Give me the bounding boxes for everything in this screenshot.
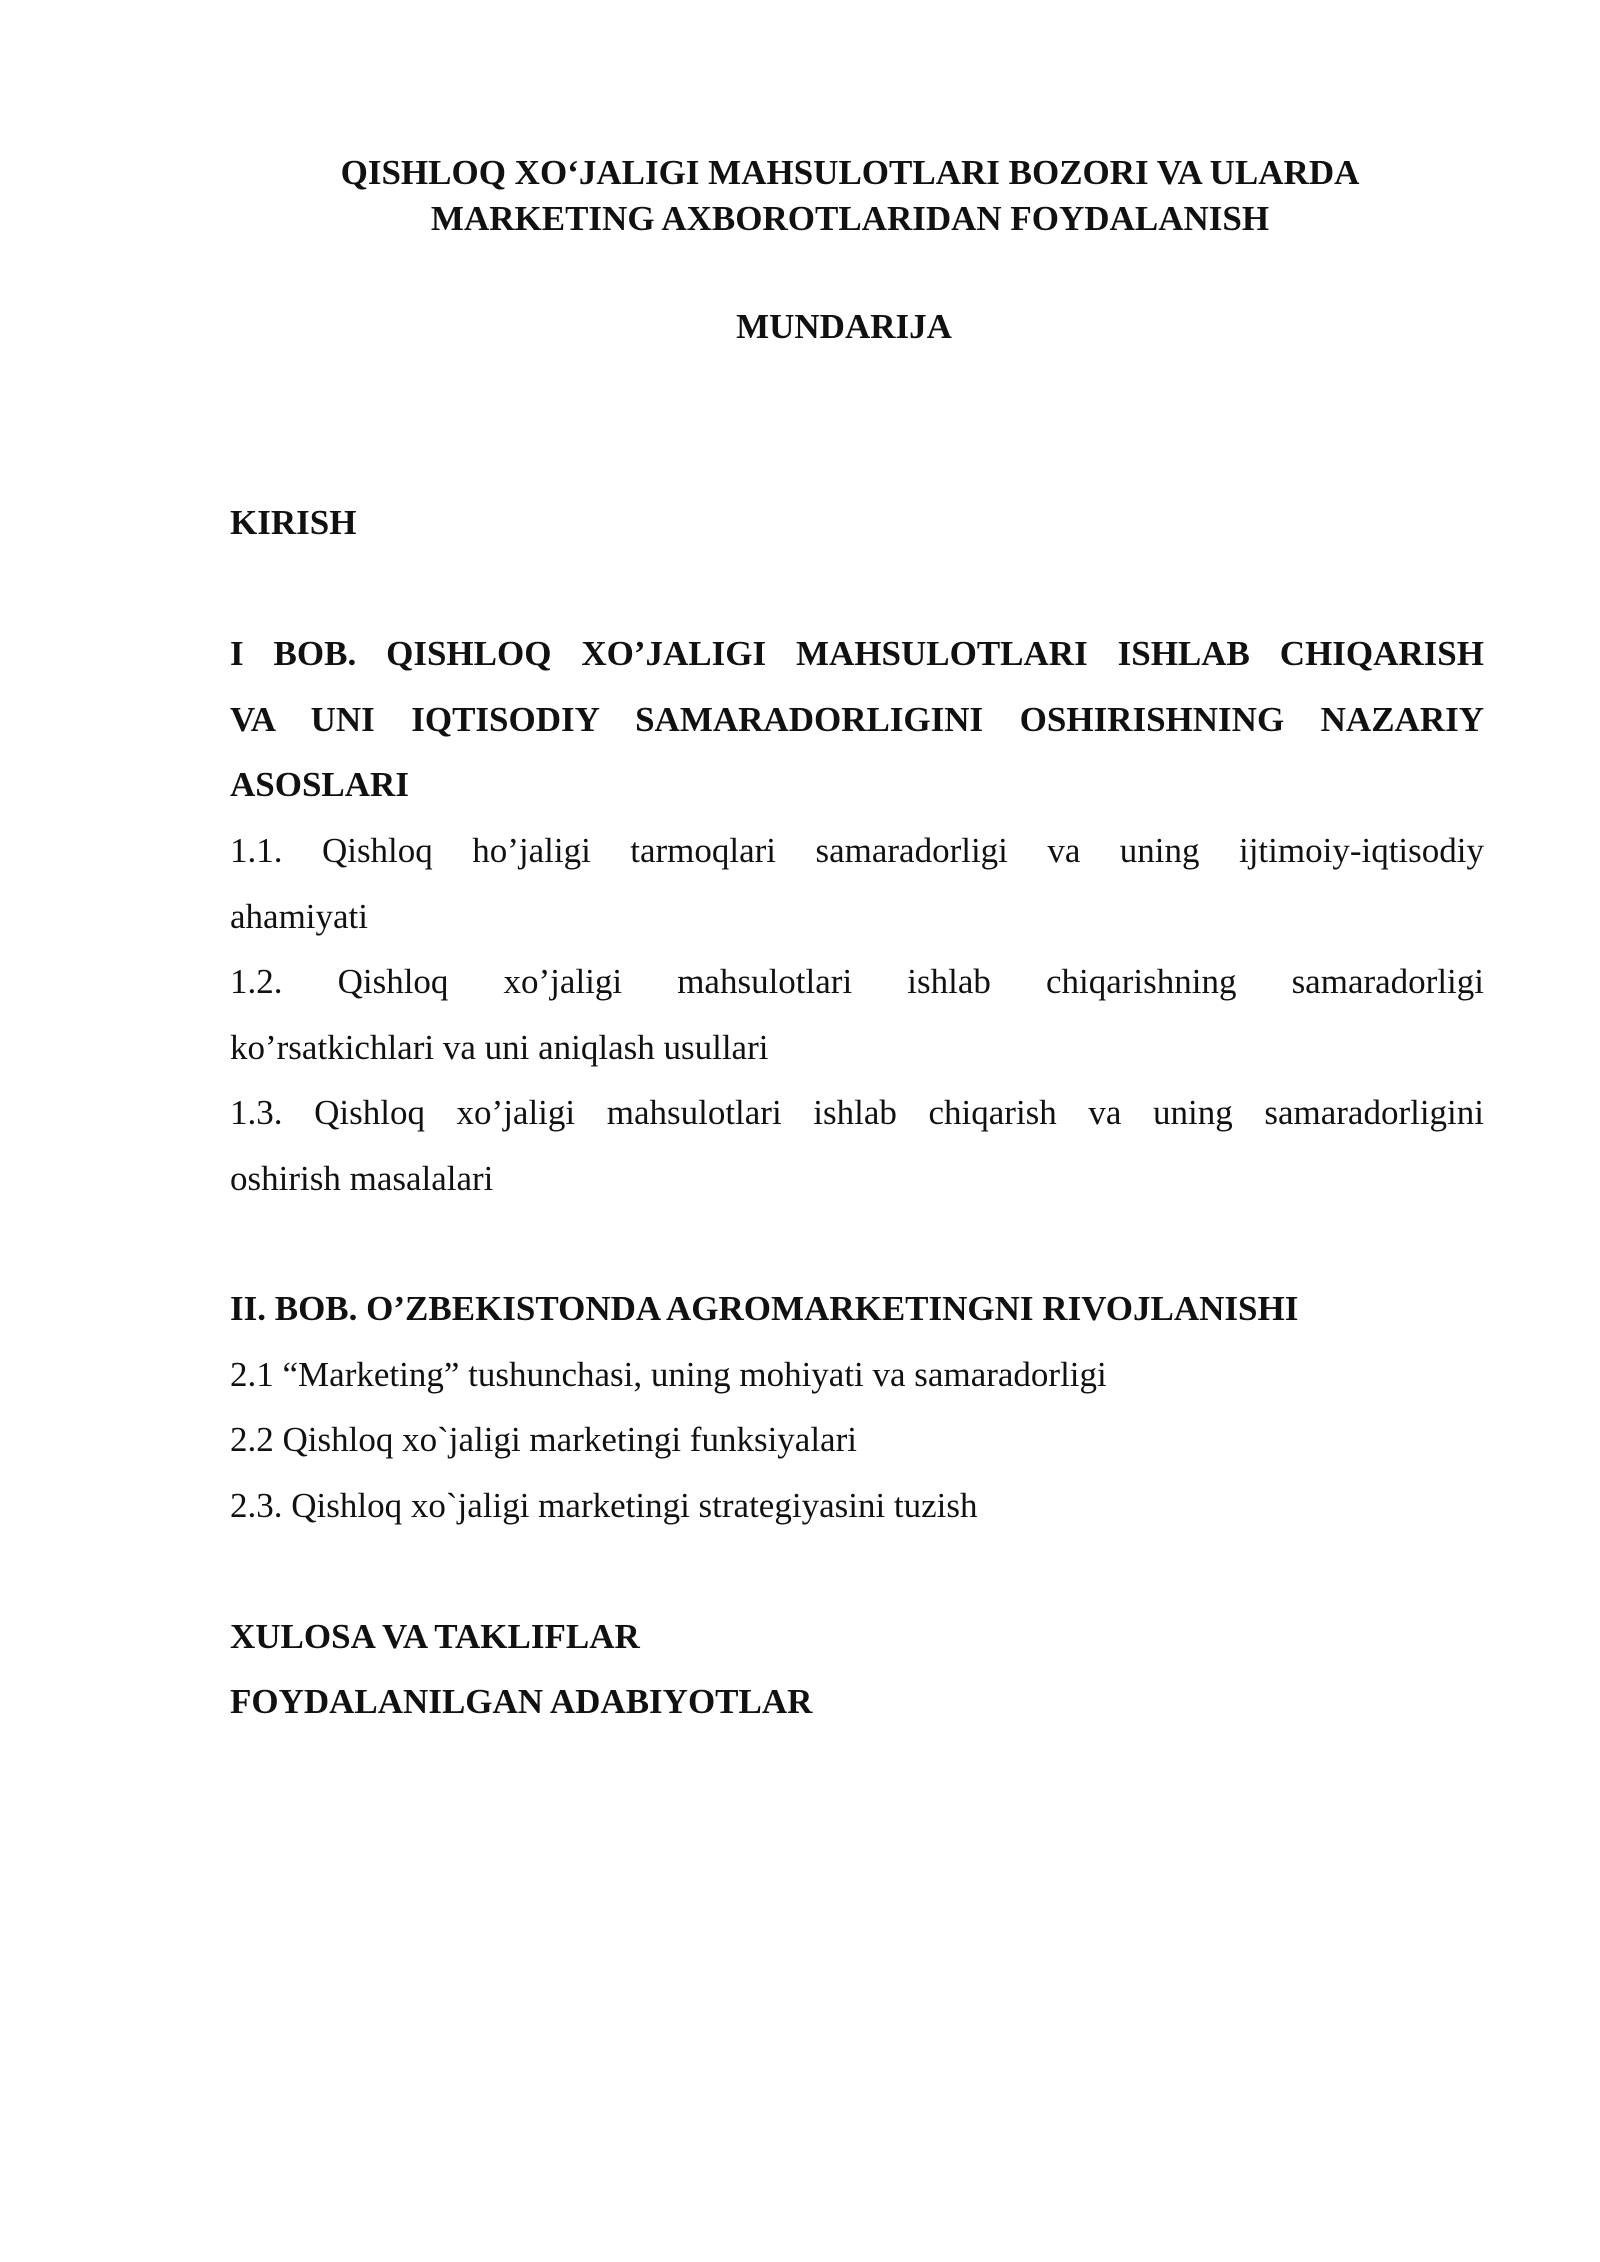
toc-entry-references: FOYDALANILGAN ADABIYOTLAR (230, 1682, 813, 1721)
toc-entry-chapter-2: II. BOB. O’ZBEKISTONDA AGROMARKETINGNI RIVOJLANISHI (230, 1289, 1299, 1328)
section-1-3-line-2: oshirish masalalari (230, 1158, 494, 1198)
toc-entry-conclusion: XULOSA VA TAKLIFLAR (230, 1617, 640, 1656)
toc-entry-section-1-1 (230, 818, 1484, 949)
section-1-2-line-2: ko’rsatkichlari va uni aniqlash usullari (230, 1027, 769, 1067)
chapter-1-title-line-2: VA UNI IQTISODIY SAMARADORLIGINI OSHIRISHNING NAZARIY (230, 699, 1484, 739)
section-1-1-line-2: ahamiyati (230, 896, 369, 936)
toc-entry-section-2-1: 2.1 “Marketing” tushunchasi, uning mohiyati va samaradorligi (230, 1355, 1107, 1394)
chapter-1-title-line-3: ASOSLARI (230, 765, 409, 804)
toc-entry-chapter-1 (230, 621, 1484, 818)
document-title (200, 150, 1500, 242)
toc-entry-section-2-2: 2.2 Qishloq xo`jaligi marketingi funksiyalari (230, 1420, 857, 1459)
section-1-3-line-1: 1.3. Qishloq xo’jaligi mahsulotlari ishlab chiqarish va uning samaradorligini (230, 1093, 1484, 1132)
chapter-1-title-line-1: I BOB. QISHLOQ XO’JALIGI MAHSULOTLARI ISHLAB CHIQARISH (230, 634, 1484, 673)
document-title-line-1: QISHLOQ XO‘JALIGI MAHSULOTLARI BOZORI VA ULARDA (340, 153, 1360, 192)
section-1-2-line-1: 1.2. Qishloq xo’jaligi mahsulotlari ishlab chiqarishning samaradorligi (230, 962, 1484, 1001)
toc-entry-section-1-2 (230, 949, 1484, 1080)
toc-entry-section-2-3: 2.3. Qishloq xo`jaligi marketingi strategiyasini tuzish (230, 1486, 978, 1525)
document-title-line-2: MARKETING AXBOROTLARIDAN FOYDALANISH (430, 199, 1270, 238)
section-1-1-line-1: 1.1. Qishloq ho’jaligi tarmoqlari samaradorligi va uning ijtimoiy-iqtisodiy (230, 831, 1484, 870)
toc-heading: MUNDARIJA (736, 307, 952, 346)
toc-entry-intro: KIRISH (230, 503, 357, 542)
toc-entry-section-1-3 (230, 1080, 1484, 1211)
